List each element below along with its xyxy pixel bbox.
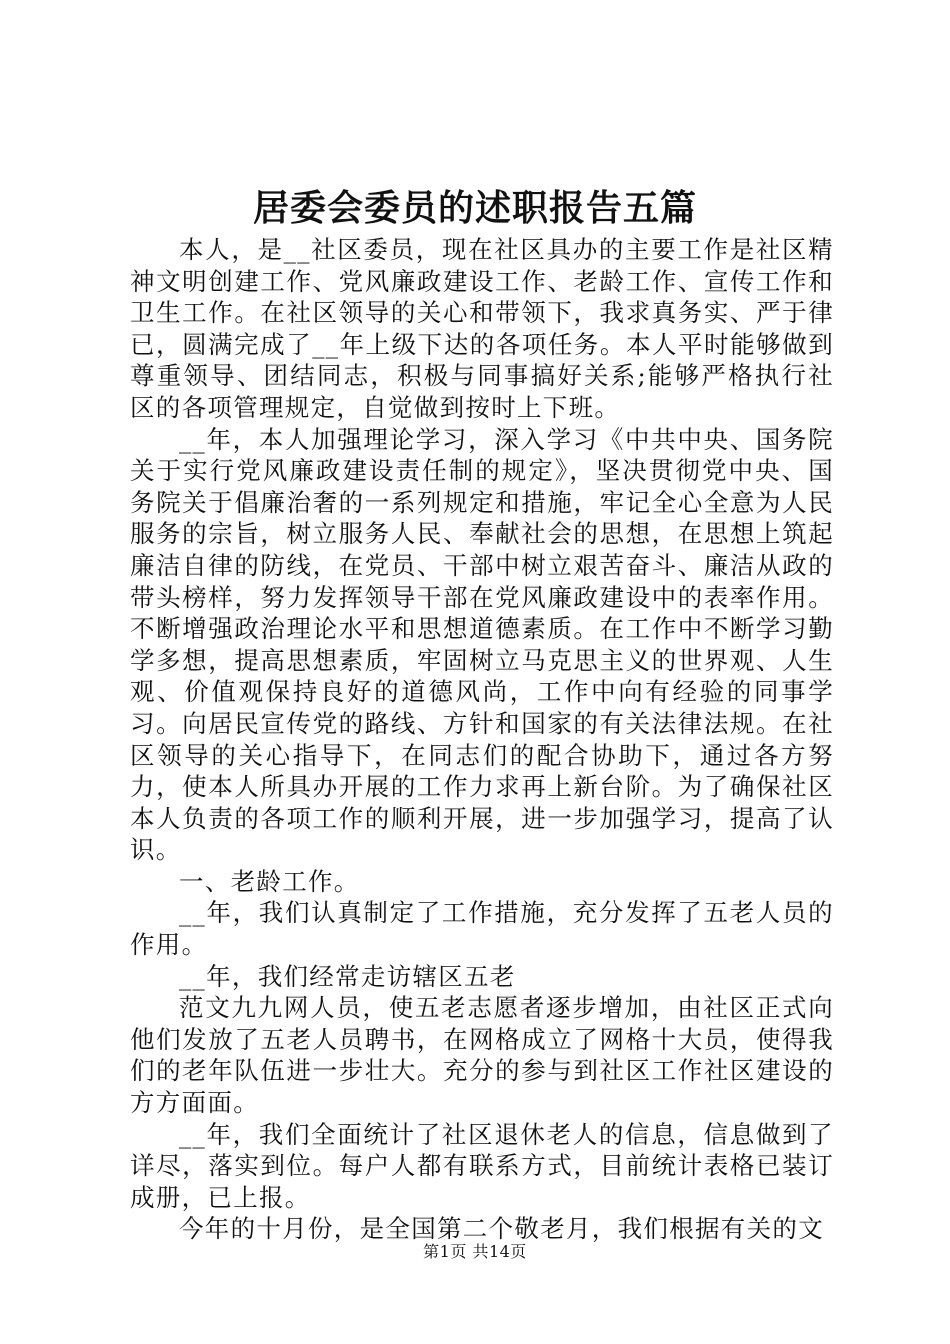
section-heading-elderly-work: 一、老龄工作。 xyxy=(179,866,360,896)
paragraph-theory-study: __年，本人加强理论学习，深入学习《中共中央、国务院关于实行党风廉政建设责任制的规定》，坚决贯彻党中央、国务院关于倡廉治奢的一系列规定和措施，牢记全心全意为人民服务的宗旨，树立服务人民、奉献社会的思想，在思想上筑起廉洁自律的防线，在党员、干部中树立艰苦奋斗、廉洁从政的带头榜样，努力发挥领导干部在党风廉政建设中的表率作用。不断增强政治理论水平和思想道德素质。在工作中不断学习勤学多想，提高思想素质，牢固树立马克思主义的世界观、人生观、价值观保持良好的道德风尚，工作中向有经验的同事学习。向居民宣传党的路线、方针和国家的有关法律法规。在社区领导的关心指导下，在同志们的配合协助下，通过各方努力，使本人所具办开展的工作力求再上新台阶。为了确保社区本人负责的各项工作的顺利开展，进一步加强学习，提高了认识。 xyxy=(130,424,834,865)
paragraph-intro: 本人，是__社区委员，现在社区具办的主要工作是社区精神文明创建工作、党风廉政建设工作、老龄工作、宣传工作和卫生工作。在社区领导的关心和带领下，我求真务实、严于律已，圆满完成了__年上级下达的各项任务。本人平时能够做到尊重领导、团结同志，积极与同事搞好关系;能够严格执行社区的各项管理规定，自觉做到按时上下班。 xyxy=(130,235,834,422)
document-body xyxy=(130,234,834,1245)
paragraph-elderly-statistics: __年，我们全面统计了社区退休老人的信息，信息做到了详尽，落实到位。每户人都有联系方式，目前统计表格已装订成册，已上报。 xyxy=(130,1119,834,1212)
paragraph-elderly-volunteers: 范文九九网人员，使五老志愿者逐步增加，由社区正式向他们发放了五老人员聘书，在网格成立了网格十大员，使得我们的老年队伍进一步壮大。充分的参与到社区工作社区建设的方方面面。 xyxy=(130,993,834,1118)
document-title: 居委会委员的述职报告五篇 xyxy=(252,187,697,229)
page-footer: 第1页 共14页 xyxy=(423,1242,527,1261)
paragraph-respect-month: 今年的十月份，是全国第二个敬老月，我们根据有关的文 xyxy=(179,1214,824,1244)
paragraph-elderly-measures: __年，我们认真制定了工作措施，充分发挥了五老人员的作用。 xyxy=(130,898,834,960)
paragraph-elderly-visits: __年，我们经常走访辖区五老 xyxy=(179,961,516,991)
